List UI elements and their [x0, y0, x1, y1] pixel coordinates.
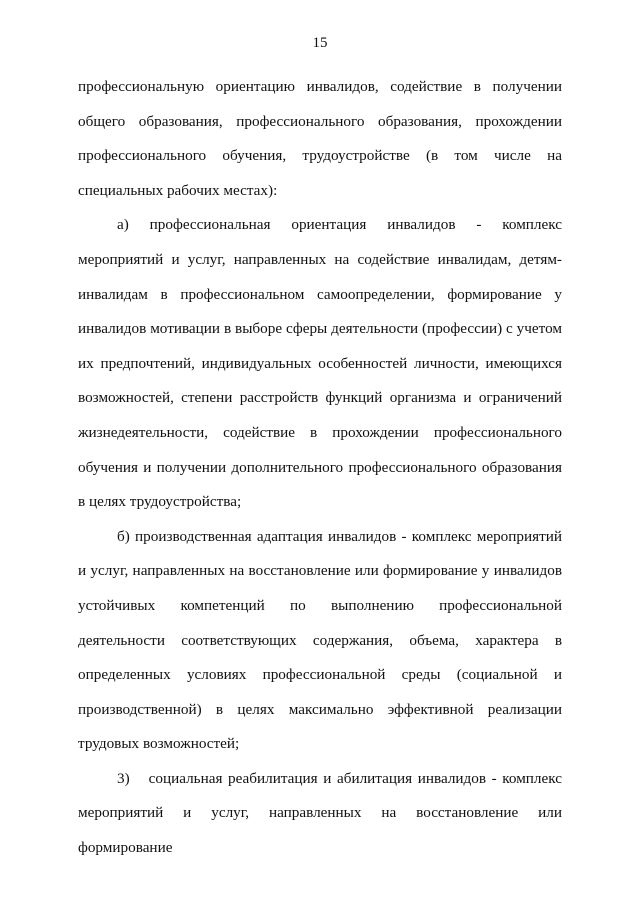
paragraph-item-3 — [78, 762, 562, 866]
item-3-text: социальная реабилитация и абилитация инвалидов - комплекс мероприятий и услуг, направленных на восстановление или формирование — [78, 769, 562, 857]
page-number: 15 — [312, 35, 328, 51]
document-body — [78, 70, 562, 866]
paragraph-item-a: а) профессиональная ориентация инвалидов - комплекс мероприятий и услуг, направленных на содействие инвалидам, детям-инвалидам в профессиональном самоопределении, формирование у инвалидов мотивации в выборе сферы деятельности (профессии) с учетом их предпочтений, индивидуальных особенностей личности, имеющихся возможностей, степени расстройств функций организма и ограничений жизнедеятельности, содействие в прохождении профессионального обучения и получении дополнительного профессионального образования в целях трудоустройства; — [78, 216, 562, 511]
paragraph-continuation: профессиональную ориентацию инвалидов, содействие в получении общего образования, профессионального образования, прохождении профессионального обучения, трудоустройстве (в том числе на специальных рабочих местах): — [78, 78, 562, 199]
paragraph-item-b: б) производственная адаптация инвалидов - комплекс мероприятий и услуг, направленных на восстановление или формирование у инвалидов устойчивых компетенций по выполнению профессиональной деятельности соответствующих содержания, объема, характера в определенных условиях профессиональной среды (социальной и производственной) в целях максимально эффективной реализации трудовых возможностей; — [78, 527, 562, 753]
item-number-label: 3) — [117, 769, 130, 787]
